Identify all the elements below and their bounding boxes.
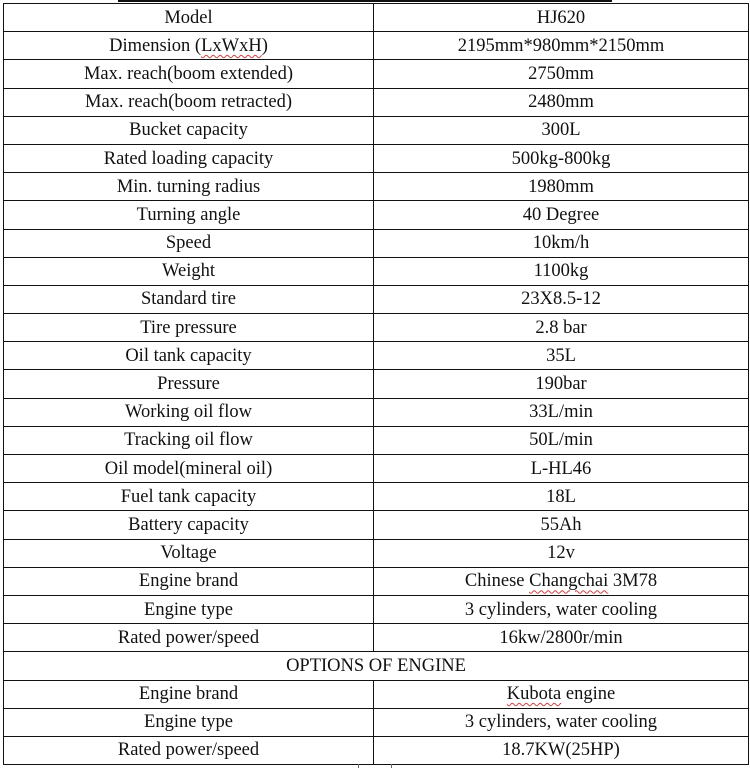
- table-row: [4, 201, 749, 229]
- table-row: [4, 483, 749, 511]
- spec-label: Pressure: [4, 370, 374, 398]
- spec-label: Working oil flow: [4, 398, 374, 426]
- page-edge-tick: [391, 764, 392, 768]
- table-row: [4, 4, 749, 32]
- spec-value: 3 cylinders, water cooling: [374, 595, 749, 623]
- table-row: [4, 708, 749, 736]
- spec-value: 18.7KW(25HP): [374, 736, 749, 764]
- spec-label: Rated power/speed: [4, 736, 374, 764]
- table-row: [4, 398, 749, 426]
- spec-label: Min. turning radius: [4, 173, 374, 201]
- options-heading: OPTIONS OF ENGINE: [4, 652, 749, 680]
- table-row: [4, 257, 749, 285]
- spec-value: 16kw/2800r/min: [374, 624, 749, 652]
- spec-value: Chinese Changchai 3M78: [374, 567, 749, 595]
- table-row: [4, 173, 749, 201]
- spec-value: 35L: [374, 342, 749, 370]
- spec-value: 10km/h: [374, 229, 749, 257]
- table-row: [4, 144, 749, 172]
- table-row: [4, 229, 749, 257]
- spec-label: Rated loading capacity: [4, 144, 374, 172]
- top-border-rule: [118, 0, 612, 2]
- table-row: [4, 426, 749, 454]
- spec-value: 500kg-800kg: [374, 144, 749, 172]
- table-row: [4, 60, 749, 88]
- spec-value: 23X8.5-12: [374, 285, 749, 313]
- spec-value: 2480mm: [374, 88, 749, 116]
- spec-value: 190bar: [374, 370, 749, 398]
- table-row: [4, 680, 749, 708]
- table-row: [4, 567, 749, 595]
- spec-label: Engine type: [4, 595, 374, 623]
- spec-label: Engine brand: [4, 567, 374, 595]
- spec-label: Engine brand: [4, 680, 374, 708]
- spec-value: 18L: [374, 483, 749, 511]
- spec-label: Standard tire: [4, 285, 374, 313]
- spec-value: HJ620: [374, 4, 749, 32]
- spec-label: Oil model(mineral oil): [4, 455, 374, 483]
- spec-label: [4, 32, 374, 60]
- table-row: [4, 455, 749, 483]
- spec-label: Model: [4, 4, 374, 32]
- spec-value: 50L/min: [374, 426, 749, 454]
- table-row: [4, 595, 749, 623]
- spec-value: 55Ah: [374, 511, 749, 539]
- spellcheck-underline: LxWxH: [201, 35, 262, 56]
- spec-value: 1980mm: [374, 173, 749, 201]
- table-row: [4, 511, 749, 539]
- spec-label: Tire pressure: [4, 314, 374, 342]
- spec-value: 12v: [374, 539, 749, 567]
- spec-label: Rated power/speed: [4, 624, 374, 652]
- spec-label: Battery capacity: [4, 511, 374, 539]
- table-row: [4, 539, 749, 567]
- spec-label: Fuel tank capacity: [4, 483, 374, 511]
- spellcheck-underline: Kubota: [506, 684, 562, 705]
- spec-table-body: [4, 4, 749, 765]
- spellcheck-underline: Changchai: [529, 571, 609, 592]
- spec-value: 1100kg: [374, 257, 749, 285]
- spec-value: Kubota engine: [374, 680, 749, 708]
- table-row: [4, 370, 749, 398]
- spec-label: Weight: [4, 257, 374, 285]
- table-row: [4, 285, 749, 313]
- spec-label: Speed: [4, 229, 374, 257]
- page-edge-tick: [358, 764, 359, 768]
- spec-value: 40 Degree: [374, 201, 749, 229]
- spec-label: Max. reach(boom retracted): [4, 88, 374, 116]
- spec-label-text: Dimension (LxWxH): [109, 35, 268, 56]
- table-row: [4, 116, 749, 144]
- table-row: [4, 314, 749, 342]
- spec-label: Voltage: [4, 539, 374, 567]
- spec-value: 2.8 bar: [374, 314, 749, 342]
- spec-label: Oil tank capacity: [4, 342, 374, 370]
- spec-value: 2195mm*980mm*2150mm: [374, 32, 749, 60]
- spec-table: [3, 3, 749, 765]
- spec-value: 3 cylinders, water cooling: [374, 708, 749, 736]
- spec-label: Bucket capacity: [4, 116, 374, 144]
- table-row: [4, 624, 749, 652]
- spec-label: Engine type: [4, 708, 374, 736]
- table-row: [4, 342, 749, 370]
- table-row: [4, 88, 749, 116]
- table-row: [4, 736, 749, 764]
- spec-value: L-HL46: [374, 455, 749, 483]
- spec-label: Max. reach(boom extended): [4, 60, 374, 88]
- spec-value: 300L: [374, 116, 749, 144]
- spec-label: Turning angle: [4, 201, 374, 229]
- options-heading-row: [4, 652, 749, 680]
- spec-value: 2750mm: [374, 60, 749, 88]
- spec-value: 33L/min: [374, 398, 749, 426]
- table-row: [4, 32, 749, 60]
- spec-label: Tracking oil flow: [4, 426, 374, 454]
